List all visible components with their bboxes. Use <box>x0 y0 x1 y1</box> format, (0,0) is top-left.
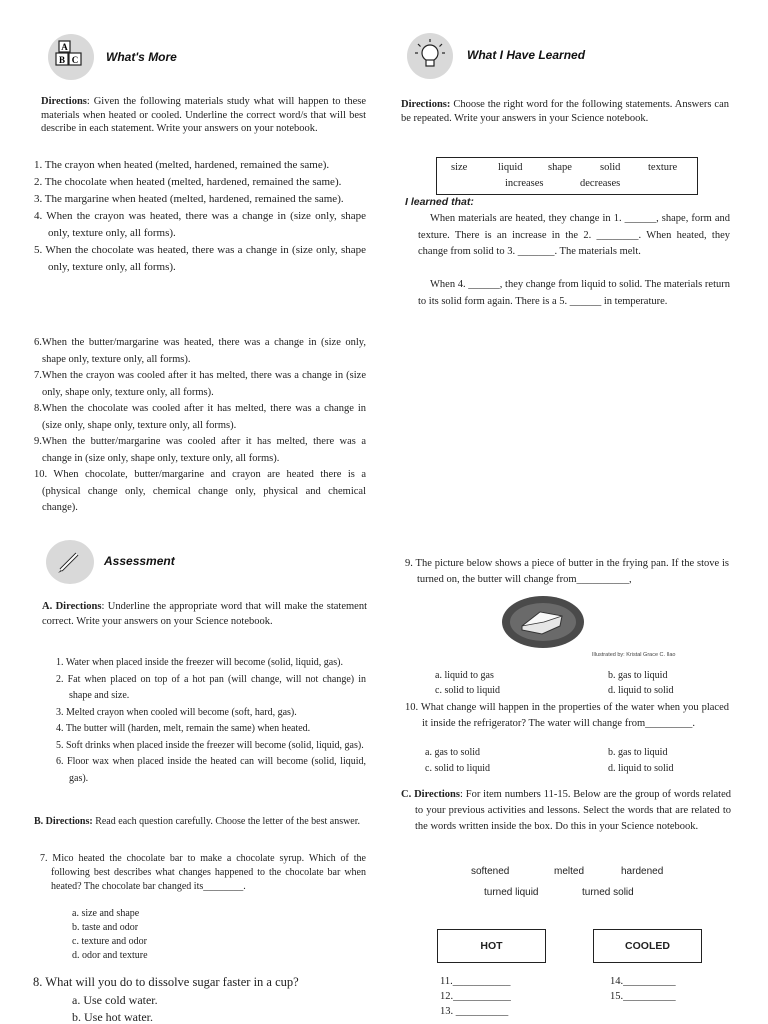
list-item: 1. Water when placed inside the freezer will become (solid, liquid, gas). <box>56 657 343 668</box>
answer-option: b. gas to liquid <box>608 670 668 681</box>
abc-letter-c: C <box>71 55 79 65</box>
directions-label: Directions: <box>401 99 451 110</box>
word-bank-item: melted <box>554 866 585 877</box>
whats-more-directions <box>41 95 366 136</box>
assessment-b-directions <box>34 815 367 828</box>
lightbulb-icon <box>407 33 453 79</box>
list-item: 6. Floor wax when placed inside the heated can will become (solid, liquid, gas). <box>56 756 366 784</box>
assessment-title: Assessment <box>104 554 175 568</box>
list-item: 5. When the chocolate was heated, there was a change in (size only, shape only, texture only, all forms). <box>34 244 366 273</box>
word-bank-item: texture <box>648 162 678 173</box>
list-item: 3. Melted crayon when cooled will become (soft, hard, gas). <box>56 706 297 718</box>
learned-text: When materials are heated, they change in 1. ______, shape, form and texture. There is an increase in the 2. ________. When heated, they change from solid to 3. _______. The materials melt. <box>418 213 730 257</box>
answer-option: c. texture and odor <box>72 936 147 947</box>
list-item: 10. When chocolate, butter/margarine and crayon are heated there is a (physical change only, chemical change only, physical and chemical change). <box>34 469 366 513</box>
whats-more-list-2 <box>34 335 366 517</box>
answer-option: a. gas to solid <box>425 747 480 758</box>
answer-option: b. Use hot water. <box>72 1010 153 1024</box>
question-8-options <box>72 992 158 1024</box>
directions-text: Choose the right word for the following statements. Answers can be repeated. Write your answers in your Science notebook. <box>401 99 729 124</box>
i-learned-heading: I learned that: <box>405 196 474 208</box>
list-item: 4. The butter will (harden, melt, remain the same) when heated. <box>56 723 311 734</box>
answer-blank[interactable]: 13. __________ <box>440 1006 509 1017</box>
box-cooled: COOLED <box>593 929 702 963</box>
directions-text: Read each question carefully. Choose the letter of the best answer. <box>92 816 361 827</box>
box-hot: HOT <box>437 929 546 963</box>
illustrator-credit: Illustrated by: Kristal Grace C. Ilao <box>592 652 676 658</box>
word-bank-item: decreases <box>580 178 621 189</box>
question-text: 7. Mico heated the chocolate bar to make a chocolate syrup. Which of the following best describes what changes happened to the chocolate bar when heated? The chocolate bar changed its________. <box>40 853 366 892</box>
list-item: 2. The chocolate when heated (melted, hardened, remained the same). <box>34 176 342 188</box>
learned-paragraph-2 <box>418 277 730 310</box>
question-8: 8. What will you do to dissolve sugar faster in a cup? <box>33 975 299 989</box>
learned-text: When 4. ______, they change from liquid to solid. The materials return to its solid form again. There is a 5. ______ in temperature. <box>418 279 730 307</box>
list-item: 3. The margarine when heated (melted, hardened, remained the same). <box>34 193 344 205</box>
answer-option: c. solid to liquid <box>435 685 500 696</box>
list-item: 4. When the crayon was heated, there was a change in (size only, shape only, texture only, all forms). <box>34 210 366 239</box>
answer-blank[interactable]: 12.___________ <box>440 991 511 1002</box>
word-bank-box <box>436 157 698 195</box>
answer-blank[interactable]: 14.__________ <box>610 976 676 987</box>
answer-option: a. liquid to gas <box>435 670 494 681</box>
list-item: 1. The crayon when heated (melted, hardened, remained the same). <box>34 159 330 171</box>
learned-title: What I Have Learned <box>467 48 586 62</box>
question-text: 9. The picture below shows a piece of butter in the frying pan. If the stove is turned on, the butter will change from__________, <box>405 558 729 585</box>
directions-text: : Underline the appropriate word that will make the statement correct. Write your answers on your Science notebook. <box>42 601 367 627</box>
directions-label: C. Directions <box>401 789 460 800</box>
abc-letter-a: A <box>61 42 68 52</box>
answer-option: b. taste and odor <box>72 922 139 933</box>
list-item: 7.When the crayon was cooled after it has melted, there was a change in (size only, shape only, texture only, all forms). <box>34 370 366 398</box>
answer-option: a. Use cold water. <box>72 993 158 1007</box>
answer-option: c. solid to liquid <box>425 763 490 774</box>
answer-option: d. odor and texture <box>72 950 148 961</box>
answer-blank[interactable]: 15.__________ <box>610 991 676 1002</box>
list-item: 6.When the butter/margarine was heated, there was a change in (size only, shape only, texture only, all forms). <box>34 337 366 365</box>
whats-more-title: What's More <box>106 50 177 64</box>
learned-paragraph-1 <box>418 211 730 261</box>
directions-text: : For item numbers 11-15. Below are the group of words related to your previous activities and lessons. Select the words that are related to the words written inside the box. Do this in your Science notebook. <box>415 789 731 832</box>
word-bank-item: shape <box>548 162 572 173</box>
abc-letter-b: B <box>58 55 66 65</box>
word-bank-item: hardened <box>621 866 664 877</box>
assessment-a-list <box>56 655 366 787</box>
word-bank-item: increases <box>505 178 544 189</box>
answer-option: d. liquid to solid <box>608 685 674 696</box>
whats-more-list <box>34 157 366 276</box>
assessment-a-directions <box>42 599 367 629</box>
question-7-options <box>72 907 148 963</box>
question-text: 10. What change will happen in the properties of the water when you placed it inside the refrigerator? The water will change from_________. <box>405 702 729 729</box>
assessment-c-directions <box>401 787 731 835</box>
word-bank-item: turned liquid <box>484 887 539 898</box>
question-10 <box>405 700 729 732</box>
pencil-icon <box>46 540 94 584</box>
learned-directions <box>401 98 729 125</box>
directions-text: : Given the following materials study what will happen to these materials when heated or cooled. Underline the correct word/s that will best describe in each statement. Write your answers on your notebook. <box>41 96 366 134</box>
question-7 <box>40 852 366 894</box>
answer-blank[interactable]: 11.___________ <box>440 976 511 987</box>
abc-blocks-icon <box>48 34 94 80</box>
list-item: 8.When the chocolate was cooled after it has melted, there was a change in (size only, shape only, texture only, all forms). <box>34 403 366 431</box>
word-bank-item: liquid <box>498 162 523 173</box>
question-9 <box>405 556 729 588</box>
word-bank-item: solid <box>600 162 621 173</box>
word-bank-item: turned solid <box>582 887 634 898</box>
word-bank-item: size <box>451 162 468 173</box>
directions-label: A. Directions <box>42 601 102 612</box>
word-bank-item: softened <box>471 866 510 877</box>
list-item: 5. Soft drinks when placed inside the freezer will become (solid, liquid, gas). <box>56 739 364 751</box>
answer-option: d. liquid to solid <box>608 763 674 774</box>
answer-option: b. gas to liquid <box>608 747 668 758</box>
butter-pan-image <box>500 590 586 650</box>
list-item: 9.When the butter/margarine was cooled after it has melted, there was a change in (size only, shape only, texture only, all forms). <box>34 436 366 464</box>
directions-label: Directions <box>41 96 87 107</box>
directions-label: B. Directions: <box>34 816 93 827</box>
list-item: 2. Fat when placed on top of a hot pan (will change, will not change) in shape and size. <box>56 673 366 701</box>
answer-option: a. size and shape <box>72 908 140 919</box>
